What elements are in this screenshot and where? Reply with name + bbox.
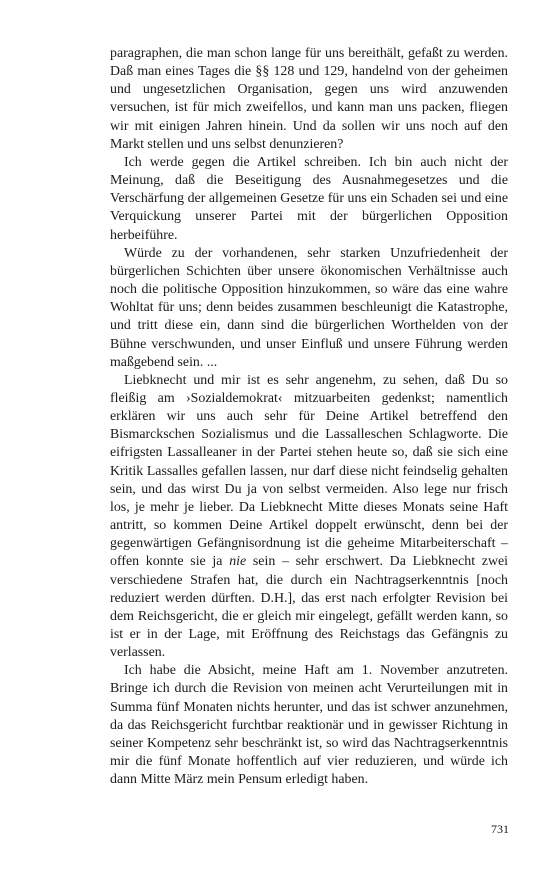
paragraph-4-emphasis: nie [229,554,247,570]
paragraph-5 [110,662,508,789]
paragraph-2-text: Ich werde gegen die Artikel schreiben. Ich bin auch nicht der Meinung, daß die Beseitigung des Ausnahmegesetzes und die Verschärfung der allgemeinen Gesetze für uns ein Schaden sei und eine Verquickung unserer Partei mit der bürgerlichen Opposition herbeiführe. [110,154,508,243]
body-text [110,45,508,789]
paragraph-4-text-end: sein – sehr erschwert. Da Liebknecht zwei verschiedene Strafen hat, die durch ein Nachtragserkenntnis [noch reduziert werden dürften. D.H.], das erst nach erfolgter Revision bei dem Reichsgericht, die er gleich mir eingelegt, gefällt werden kann, so ist er in der Lage, mit Eröffnung des Reichstags das Gefängnis zu verlassen. [110,554,508,661]
paragraph-3-text: Würde zu der vorhandenen, sehr starken Unzufriedenheit der bürgerlichen Schichten über unsere ökonomischen Verhältnisse auch noch die politische Opposition hinzukommen, so wäre das eine wahre Wohltat für uns; denn beides zusammen beschleunigt die Katastrophe, und tritt diese ein, dann sind die bürgerlichen Worthelden von der Bühne verschwunden, und unser Einfluß und unsere Führung werden maßgebend sein. ... [110,245,508,370]
paragraph-4-text-start: Liebknecht und mir ist es sehr angenehm, zu sehen, daß Du so fleißig am ›Sozialdemokrat‹ mitzuarbeiten gedenkst; namentlich erklären wir uns auch sehr für Deine Artikel betreffend den Bismarckschen Sozialismus und die Lassalleschen Schlagworte. Die eifrigsten Lassalleaner in der Partei stehen heute so, daß sie sich eine Kritik Lassalles gefallen lassen, nur darf diese nicht feindselig gehalten sein, und das wirst Du ja von selbst vermeiden. Also lege nur frisch los, je mehr je lieber. Da Liebknecht Mitte dieses Monats seine Haft antritt, so kommen Deine Artikel doppelt erwünscht, denn bei der gegenwärtigen Gefängnisordnung ist die geheime Mitarbeiterschaft – offen konnte sie ja [110,372,508,570]
paragraph-1 [110,45,508,154]
paragraph-3 [110,245,508,372]
page-number: 731 [491,822,509,836]
paragraph-5-text: Ich habe die Absicht, meine Haft am 1. November anzutreten. Bringe ich durch die Revision von meinen acht Verurteilungen mit in Summa fünf Monaten nichts herunter, und das ist schwer anzunehmen, da das Reichsgericht furchtbar reaktionär und in gewisser Richtung in seiner Kompetenz sehr beschränkt ist, so wird das Nachtragserkenntnis mir die fünf Monate hoffentlich auf vier reduzieren, und würde ich dann Mitte März mein Pensum erledigt haben. [110,663,508,788]
paragraph-4 [110,372,508,663]
paragraph-1-text: paragraphen, die man schon lange für uns bereithält, gefaßt zu werden. Daß man eines Tages die §§ 128 und 129, handelnd von der geheimen und ungesetzlichen Organisation, gegen uns wird anzuwenden versuchen, ist für mich zweifellos, und kann man uns packen, fliegen wir mit einigen Jahren hinein. Und da sollen wir uns noch auf den Markt stellen und uns selbst denunzieren? [110,46,508,152]
paragraph-2 [110,154,508,245]
